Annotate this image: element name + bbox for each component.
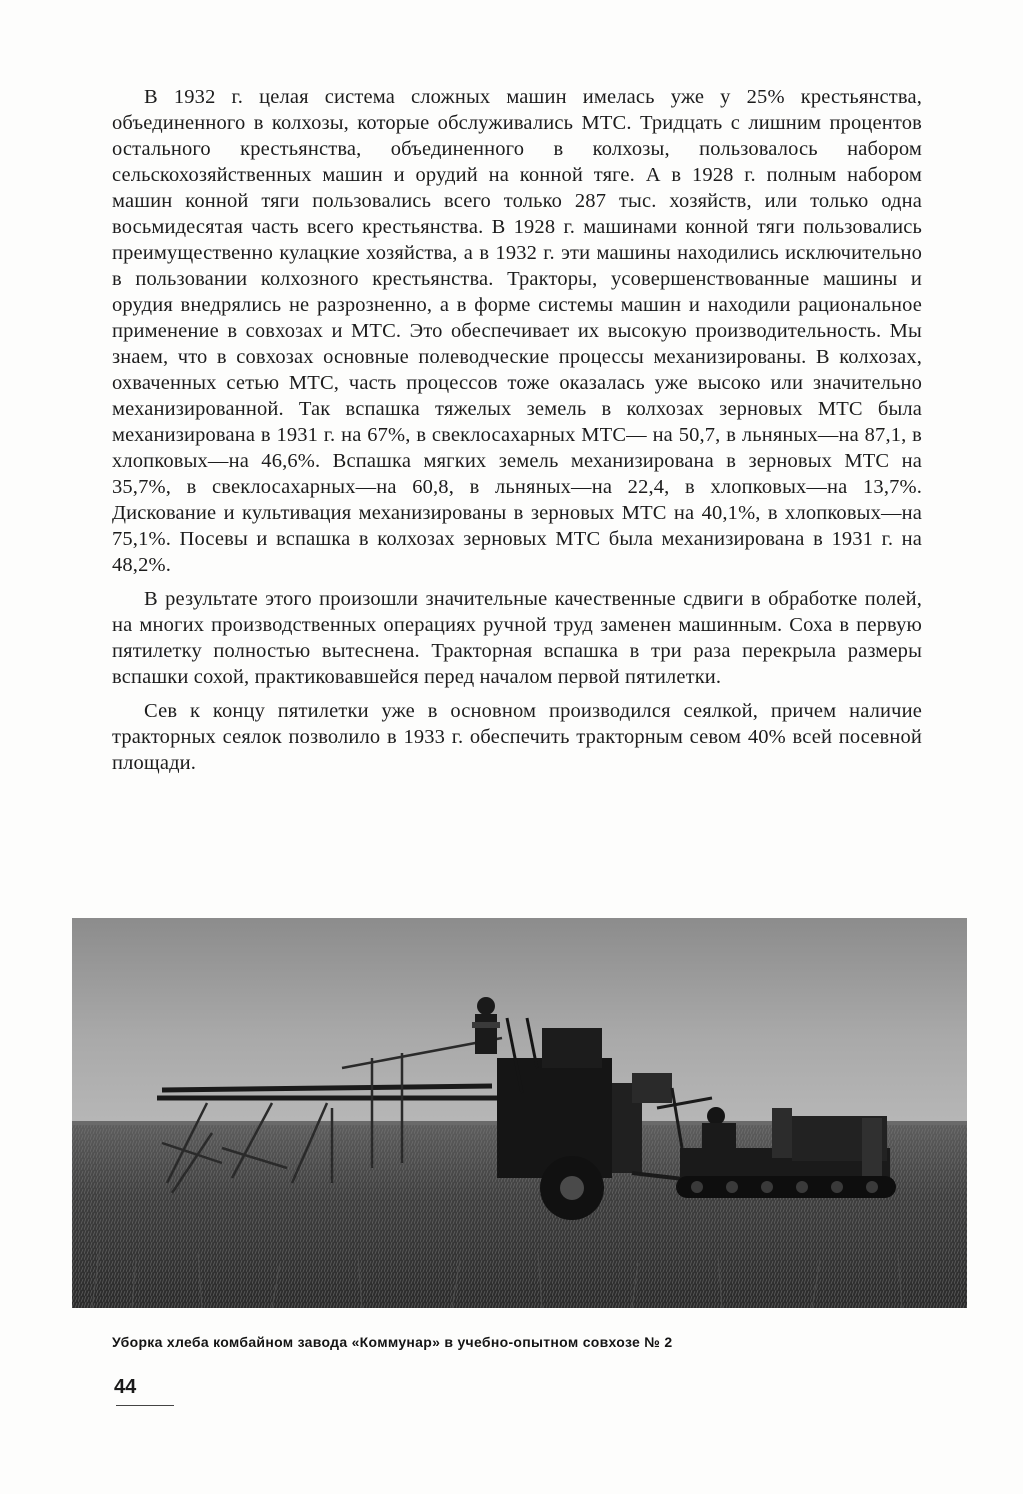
paragraph-2: В результате этого произошли значительные качественные сдвиги в обработке полей, на многих производственных операциях ручной труд заменен машинным. Соха в первую пятилетку полностью вытеснена. Тракторная вспашка в три раза перекрыла размеры вспашки сохой, практиковавшейся перед началом первой пятилетки. (112, 588, 922, 688)
page-number: 44 (114, 1376, 137, 1398)
paragraph-3: Сев к концу пятилетки уже в основном производился сеялкой, причем наличие тракторных сеялок позволило в 1933 г. обеспечить тракторным севом 40% всей посевной площади. (112, 700, 922, 774)
photo-caption: Уборка хлеба комбайном завода «Коммунар» в учебно-опытном совхозе № 2 (112, 1334, 673, 1350)
harvest-photo (72, 918, 967, 1308)
page-number-rule (116, 1405, 174, 1406)
photo-illustration (72, 918, 967, 1308)
paragraph-1: В 1932 г. целая система сложных машин имелась уже у 25% крестьянства, объединенного в колхозы, которые обслуживались МТС. Тридцать с лишним процентов остального крестьянства, объединенного в колхозы, пользовалось набором сельскохозяйственных машин и орудий на конной тяге. А в 1928 г. полным набором машин конной тяги пользовались всего только 287 тыс. хозяйств, или только одна восьмидесятая часть всего крестьянства. В 1928 г. машинами конной тяги пользовались преимущественно кулацкие хозяйства, а в 1932 г. эти машины находились исключительно в пользовании колхозного крестьянства. Тракторы, усовершенствованные машины и орудия внедрялись не разрозненно, а в форме системы машин и находили рациональное применение в совхозах и МТС. Это обеспечивает их высокую производительность. Мы знаем, что в совхозах основные полеводческие процессы механизированы. В колхозах, охваченных сетью МТС, часть процессов тоже оказалась уже высоко или значительно механизированной. Так вспашка тяжелых земель в колхозах зерновых МТС была механизирована в 1931 г. на 67%, в свеклосахарных МТС— на 50,7, в льняных—на 87,1, в хлопковых—на 46,6%. Вспашка мягких земель механизирована в зерновых МТС на 35,7%, в свеклосахарных—на 60,8, в льняных—на 22,4, в хлопковых—на 13,7%. Дискование и культивация механизированы в зерновых МТС на 40,1%, в хлопковых—на 75,1%. Посевы и вспашка в колхозах зерновых МТС была механизирована в 1931 г. на 48,2%. (112, 86, 922, 576)
body-text (112, 84, 922, 784)
